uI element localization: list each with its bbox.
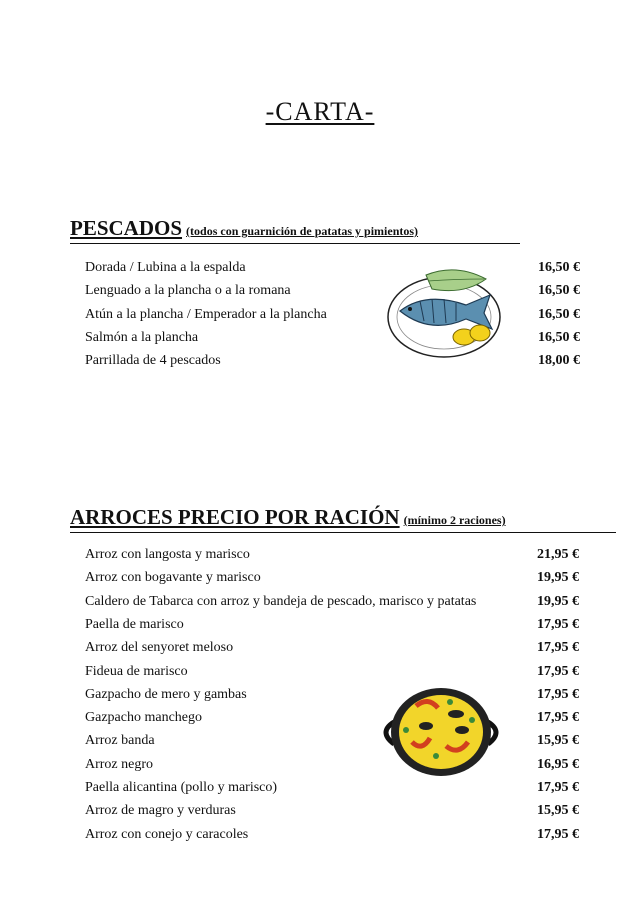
menu-item-name: Paella de marisco [85, 616, 184, 632]
menu-item-name: Parrillada de 4 pescados [85, 353, 221, 369]
menu-item-name: Arroz con bogavante y marisco [85, 570, 261, 586]
menu-item-price: 17,95 € [537, 663, 579, 679]
menu-item-name: Atún a la plancha / Emperador a la plancha [85, 306, 327, 322]
menu-item-name: Dorada / Lubina a la espalda [85, 260, 246, 275]
arroces-heading: ARROCES PRECIO POR RACIÓN [70, 505, 400, 529]
menu-item-price: 17,95 € [537, 640, 579, 656]
menu-item-price: 16,50 € [538, 260, 580, 275]
menu-item-name: Arroz con langosta y marisco [85, 547, 250, 562]
menu-item-price: 19,95 € [537, 593, 579, 609]
pescados-note: (todos con guarnición de patatas y pimientos) [186, 224, 419, 238]
menu-item-price: 15,95 € [537, 733, 579, 749]
menu-item-name: Arroz banda [85, 733, 155, 749]
section-heading-pescados [70, 216, 418, 241]
arroces-rule [70, 532, 616, 533]
menu-item-name: Arroz negro [85, 756, 154, 772]
menu-item-price: 21,95 € [537, 547, 579, 562]
menu-item-price: 19,95 € [537, 570, 579, 586]
menu-item-price: 17,95 € [537, 780, 579, 795]
paella-pan-illustration [376, 686, 506, 778]
menu-item-name: Arroz de magro y verduras [85, 803, 236, 819]
menu-item-price: 17,95 € [537, 616, 579, 632]
menu-item-name: Arroz con conejo y caracoles [85, 826, 249, 842]
menu-item-name: Gazpacho manchego [85, 710, 202, 726]
menu-item-name: Salmón a la plancha [85, 329, 199, 345]
section-heading-arroces [70, 505, 506, 530]
menu-item-price: 16,50 € [538, 283, 580, 299]
menu-item-price: 17,95 € [537, 710, 579, 726]
menu-item-name: Lenguado a la plancha o a la romana [85, 283, 291, 299]
menu-item-price: 18,00 € [538, 353, 580, 369]
fish-plate-illustration [386, 265, 504, 360]
menu-item-name: Paella alicantina (pollo y marisco) [85, 780, 278, 795]
menu-item-price: 16,95 € [537, 756, 579, 772]
pescados-rule [70, 243, 520, 244]
menu-item-price: 16,50 € [538, 329, 580, 345]
page-title: -CARTA- [265, 97, 375, 126]
menu-item-name: Fideua de marisco [85, 663, 188, 679]
menu-item-price: 16,50 € [538, 306, 580, 322]
menu-item-name: Gazpacho de mero y gambas [85, 686, 247, 702]
menu-item-name: Caldero de Tabarca con arroz y bandeja de pescado, marisco y patatas [85, 593, 477, 609]
menu-item-price: 17,95 € [537, 826, 579, 842]
arroces-note: (mínimo 2 raciones) [403, 513, 506, 527]
pescados-heading: PESCADOS [70, 216, 183, 240]
menu-item-price: 15,95 € [537, 803, 579, 819]
menu-item-name: Arroz del senyoret meloso [85, 640, 234, 656]
menu-item-price: 17,95 € [537, 686, 579, 702]
